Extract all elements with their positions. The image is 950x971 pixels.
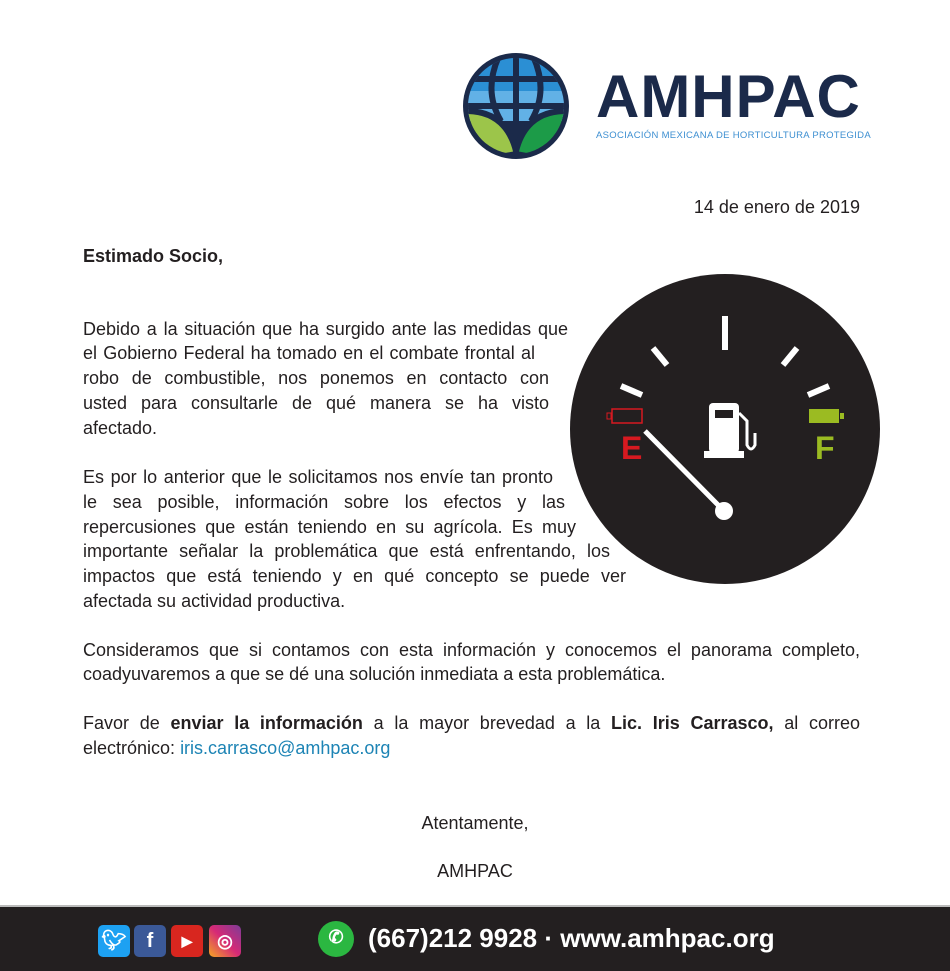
- website-link[interactable]: www.amhpac.org: [560, 923, 775, 953]
- text: Favor de: [83, 713, 171, 733]
- empty-label: E: [621, 430, 643, 466]
- text-line: importante señalar la problemática que está enfrentando, los: [83, 541, 610, 561]
- text-line: [83, 711, 860, 735]
- facebook-icon[interactable]: f: [134, 925, 166, 957]
- bold-text: Lic. Iris Carrasco,: [611, 713, 774, 733]
- text-line: afectado.: [83, 418, 158, 438]
- logo-globe-icon: [461, 51, 571, 166]
- youtube-icon[interactable]: ▶: [171, 925, 203, 957]
- text: al correo: [773, 713, 860, 733]
- twitter-icon[interactable]: 🐦︎: [98, 925, 130, 957]
- text-line: repercusiones que están teniendo en su agrícola. Es muy: [83, 517, 576, 537]
- phone-number[interactable]: (667)212 9928: [368, 923, 538, 953]
- full-battery-icon: [809, 409, 844, 423]
- text-line: impactos que está teniendo y en qué concepto se puede ver: [83, 566, 626, 586]
- closing: Atentamente,: [421, 813, 529, 833]
- separator: ·: [544, 923, 554, 953]
- text: electrónico:: [83, 738, 181, 758]
- greeting: Estimado Socio,: [83, 246, 224, 266]
- text-line: Es por lo anterior que le solicitamos nos envíe tan pronto: [83, 467, 553, 487]
- email-link[interactable]: iris.carrasco@amhpac.org: [180, 738, 391, 758]
- footer: [0, 905, 950, 971]
- text-line: usted para consultarle de qué manera se ha visto: [83, 393, 549, 413]
- text-line: Debido a la situación que ha surgido ante las medidas que: [83, 319, 568, 339]
- text-line: afectada su actividad productiva.: [83, 591, 346, 611]
- whatsapp-icon[interactable]: ✆: [318, 921, 354, 957]
- instagram-icon[interactable]: ◎: [209, 925, 241, 957]
- logo-title: AMHPAC: [596, 63, 861, 130]
- text-line: el Gobierno Federal ha tomado en el combate frontal al: [83, 343, 535, 363]
- contact-info: [368, 923, 775, 954]
- signature: AMHPAC: [437, 861, 513, 881]
- text: a la mayor brevedad a la: [362, 713, 612, 733]
- bold-text: enviar la información: [170, 713, 363, 733]
- text-line: Consideramos que si contamos con esta información y conocemos el panorama completo,: [83, 640, 860, 660]
- text-line: le sea posible, información sobre los efectos y las: [83, 492, 565, 512]
- fuel-gauge: [569, 273, 881, 590]
- letter-date: 14 de enero de 2019: [693, 197, 860, 217]
- text-line: coadyuvaremos a que se dé una solución inmediata a esta problemática.: [83, 664, 666, 684]
- full-label: F: [815, 430, 835, 466]
- text-line: [83, 736, 390, 760]
- logo-subtitle: ASOCIACIÓN MEXICANA DE HORTICULTURA PROTEGIDA: [596, 130, 871, 141]
- text-line: robo de combustible, nos ponemos en contacto con: [83, 368, 549, 388]
